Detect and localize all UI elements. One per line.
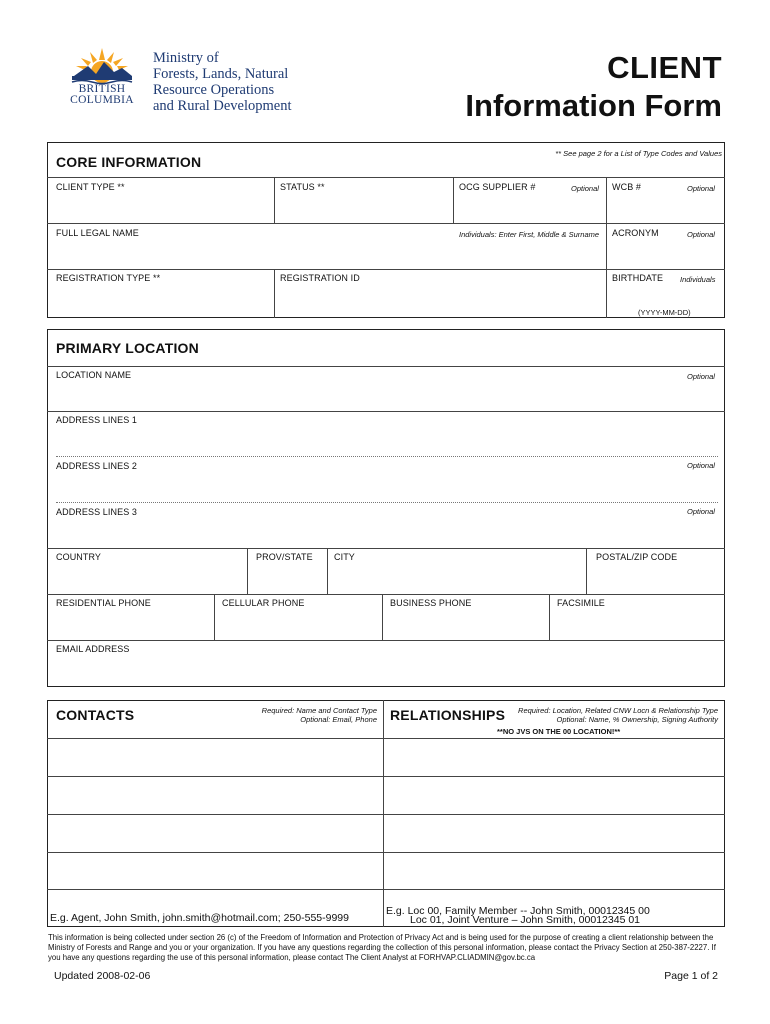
contacts-example: E.g. Agent, John Smith, john.smith@hotmail.com; 250-555-9999 xyxy=(50,912,349,924)
page-number: Page 1 of 2 xyxy=(664,970,718,982)
relationship-row-4[interactable] xyxy=(384,853,724,889)
location-name-optional-note: Optional xyxy=(687,372,715,381)
address-line-3-optional-note: Optional xyxy=(687,507,715,516)
form-title-line-2: Information Form xyxy=(465,88,722,123)
address-line-1-field[interactable] xyxy=(48,412,724,456)
full-legal-name-label: FULL LEGAL NAME xyxy=(56,228,139,238)
individuals-name-note: Individuals: Enter First, Middle & Surname xyxy=(459,230,600,239)
status-label: STATUS ** xyxy=(280,182,325,192)
ocg-optional-note: Optional xyxy=(571,184,599,193)
relationships-example-line-1: E.g. Loc 00, Family Member -- John Smith, 00012345 00 xyxy=(386,905,650,917)
divider xyxy=(56,502,718,503)
address-line-1-label: ADDRESS LINES 1 xyxy=(56,415,138,425)
status-field[interactable] xyxy=(275,178,453,223)
cellular-phone-label: CELLULAR PHONE xyxy=(222,598,305,608)
bc-sun-logo-icon xyxy=(66,46,138,86)
privacy-statement: This information is being collected under section 26 (c) of the Freedom of Information and Protection of Privacy Act and is being used for the purpose of creating a client relationship between the Ministry of Forests and Range and you or your organization. If you have any questions regarding the collection of this personal information, please contact the Privacy Section at 250-387-2227. If you have any questions regarding the use of this personal information, please contact The Client Analyst at FORHVAP.CLIADMIN@gov.bc.ca xyxy=(48,933,716,962)
updated-date: Updated 2008-02-06 xyxy=(54,970,151,982)
type-codes-note: ** See page 2 for a List of Type Codes and Values xyxy=(555,149,722,158)
postal-code-label: POSTAL/ZIP CODE xyxy=(596,552,678,562)
contacts-title: CONTACTS xyxy=(56,707,135,723)
birthdate-individuals-note: Individuals xyxy=(680,275,716,284)
ocg-supplier-field[interactable] xyxy=(454,178,606,223)
birthdate-field[interactable] xyxy=(607,284,724,308)
client-type-label: CLIENT TYPE ** xyxy=(56,182,125,192)
no-jvs-warning: **NO JVS ON THE 00 LOCATION!** xyxy=(497,727,621,736)
registration-id-label: REGISTRATION ID xyxy=(280,273,360,283)
postal-code-field[interactable] xyxy=(587,549,724,593)
residential-phone-label: RESIDENTIAL PHONE xyxy=(56,598,151,608)
divider xyxy=(47,889,725,890)
registration-id-field[interactable] xyxy=(275,270,606,317)
relationships-required-note: Required: Location, Related CNW Locn & Relationship Type xyxy=(518,706,718,715)
bc-wordmark xyxy=(66,84,138,106)
form-title-line-1: CLIENT xyxy=(607,50,722,85)
country-label: COUNTRY xyxy=(56,552,102,562)
primary-location-title: PRIMARY LOCATION xyxy=(56,340,199,356)
email-address-field[interactable] xyxy=(48,641,724,686)
address-line-3-field[interactable] xyxy=(48,504,724,548)
address-line-2-field[interactable] xyxy=(48,458,724,502)
ministry-line-4: and Rural Development xyxy=(153,98,292,114)
city-field[interactable] xyxy=(328,549,586,593)
business-phone-field[interactable] xyxy=(383,595,549,640)
core-information-title: CORE INFORMATION xyxy=(56,154,202,170)
ministry-line-2: Forests, Lands, Natural xyxy=(153,66,289,82)
address-line-2-label: ADDRESS LINES 2 xyxy=(56,461,138,471)
ministry-name xyxy=(153,50,292,114)
ministry-line-1: Ministry of xyxy=(153,50,219,66)
country-field[interactable] xyxy=(48,549,247,593)
city-label: CITY xyxy=(334,552,355,562)
contact-row-1[interactable] xyxy=(48,739,383,776)
relationships-title: RELATIONSHIPS xyxy=(390,707,506,723)
acronym-optional-note: Optional xyxy=(687,230,715,239)
registration-type-label: REGISTRATION TYPE ** xyxy=(56,273,161,283)
email-address-label: EMAIL ADDRESS xyxy=(56,644,130,654)
facsimile-field[interactable] xyxy=(550,595,724,640)
address-line-2-optional-note: Optional xyxy=(687,461,715,470)
client-type-field[interactable] xyxy=(48,178,274,223)
relationships-optional-note: Optional: Name, % Ownership, Signing Authority xyxy=(556,715,718,724)
wcb-label: WCB # xyxy=(612,182,642,192)
address-line-3-label: ADDRESS LINES 3 xyxy=(56,507,138,517)
prov-state-field[interactable] xyxy=(248,549,327,593)
date-format-note: (YYYY-MM-DD) xyxy=(638,308,691,317)
cellular-phone-field[interactable] xyxy=(215,595,382,640)
residential-phone-field[interactable] xyxy=(48,595,214,640)
wcb-field[interactable] xyxy=(607,178,724,223)
acronym-label: ACRONYM xyxy=(612,228,659,238)
contact-row-2[interactable] xyxy=(48,777,383,814)
business-phone-label: BUSINESS PHONE xyxy=(390,598,472,608)
contact-row-4[interactable] xyxy=(48,853,383,889)
relationship-row-3[interactable] xyxy=(384,815,724,852)
birthdate-label: BIRTHDATE xyxy=(612,273,664,283)
bc-line-1: BRITISH xyxy=(78,83,126,95)
contact-row-3[interactable] xyxy=(48,815,383,852)
registration-type-field[interactable] xyxy=(48,270,274,317)
location-name-field[interactable] xyxy=(48,367,724,411)
contacts-optional-note: Optional: Email, Phone xyxy=(300,715,377,724)
bc-line-2: COLUMBIA xyxy=(70,94,134,106)
relationship-row-1[interactable] xyxy=(384,739,724,776)
wcb-optional-note: Optional xyxy=(687,184,715,193)
relationship-row-2[interactable] xyxy=(384,777,724,814)
relationships-example-line-2: Loc 01, Joint Venture – John Smith, 00012345 01 xyxy=(410,914,641,926)
ocg-supplier-label: OCG SUPPLIER # xyxy=(459,182,536,192)
prov-state-label: PROV/STATE xyxy=(256,552,313,562)
divider xyxy=(56,456,718,457)
acronym-field[interactable] xyxy=(607,224,724,269)
ministry-line-3: Resource Operations xyxy=(153,82,275,98)
full-legal-name-field[interactable] xyxy=(48,224,606,269)
contacts-required-note: Required: Name and Contact Type xyxy=(261,706,377,715)
location-name-label: LOCATION NAME xyxy=(56,370,132,380)
facsimile-label: FACSIMILE xyxy=(557,598,605,608)
